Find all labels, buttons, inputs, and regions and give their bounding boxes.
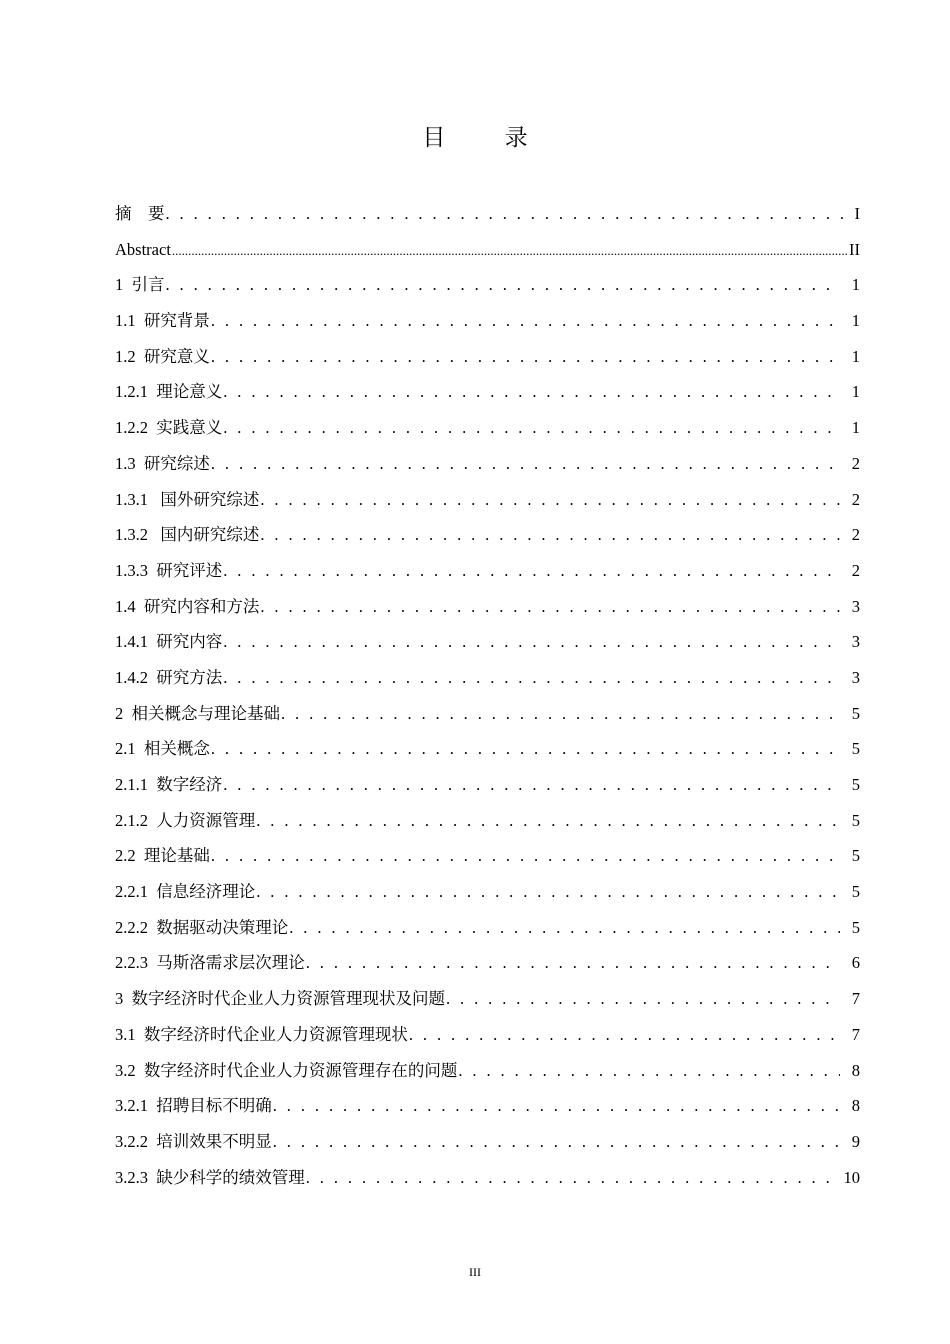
toc-entry-label: 1.3.3 研究评述 xyxy=(115,560,223,580)
toc-dot-leader xyxy=(223,767,840,803)
toc-entry-label: 3.2.3 缺少科学的绩效管理 xyxy=(115,1167,305,1187)
toc-dot-leader xyxy=(211,731,840,767)
toc-dot-leader xyxy=(211,303,840,339)
toc-dot-leader xyxy=(281,696,840,732)
toc-entry-label: 3.1 数字经济时代企业人力资源管理现状 xyxy=(115,1024,408,1044)
toc-entry[interactable] xyxy=(115,1053,860,1089)
toc-entry-label: 1.3.1 国外研究综述 xyxy=(115,489,260,509)
toc-dot-leader xyxy=(446,981,840,1017)
toc-entry-label: 1.4.1 研究内容 xyxy=(115,632,223,652)
toc-dot-leader xyxy=(166,196,849,232)
toc-entry-label: 1 引言 xyxy=(115,275,165,295)
toc-entry-page: 1 xyxy=(851,346,860,366)
toc-dot-leader xyxy=(172,232,847,269)
toc-entry[interactable] xyxy=(115,1017,860,1053)
toc-dot-leader xyxy=(260,517,840,553)
toc-entry-label: 3.2.2 培训效果不明显 xyxy=(115,1131,272,1151)
toc-entry-page: 1 xyxy=(851,418,860,438)
toc-dot-leader xyxy=(166,267,841,303)
toc-entry-page: 3 xyxy=(851,667,860,687)
toc-entry-label: 2.1.1 数字经济 xyxy=(115,775,223,794)
toc-dot-leader xyxy=(306,945,840,981)
toc-entry-label: 1.2.1 理论意义 xyxy=(115,382,223,402)
toc-entry-page: 7 xyxy=(851,1024,860,1044)
toc-entry-page: 8 xyxy=(851,1096,860,1116)
toc-entry-page: 2 xyxy=(851,489,860,509)
toc-entry-label: 1.1 研究背景 xyxy=(115,311,210,331)
toc-entry-page: 10 xyxy=(843,1167,860,1187)
toc-entry-label: 1.3 研究综述 xyxy=(115,453,210,473)
toc-entry-label: 摘 要 xyxy=(115,204,165,223)
toc-entry-page: 5 xyxy=(851,739,860,759)
toc-dot-leader xyxy=(260,589,840,625)
toc-entry-page: 3 xyxy=(851,632,860,652)
toc-entry-page: 8 xyxy=(851,1060,860,1080)
toc-entry-page: II xyxy=(849,239,860,259)
toc-entry-page: I xyxy=(854,204,860,223)
toc-dot-leader xyxy=(273,1124,840,1160)
toc-entry-page: 3 xyxy=(851,596,860,616)
toc-entry-page: 2 xyxy=(851,453,860,473)
toc-entry-label: Abstract xyxy=(115,239,171,259)
toc-entry-label: 2.1.2 人力资源管理 xyxy=(115,810,256,830)
toc-entry-label: 1.2.2 实践意义 xyxy=(115,418,223,438)
toc-entry[interactable] xyxy=(115,374,860,410)
toc-dot-leader xyxy=(223,410,840,446)
toc-entry[interactable] xyxy=(115,803,860,839)
toc-dot-leader xyxy=(409,1017,840,1053)
toc-entry[interactable] xyxy=(115,731,860,767)
toc-entry-label: 1.3.2 国内研究综述 xyxy=(115,525,260,545)
toc-entry[interactable] xyxy=(115,482,860,518)
toc-entry[interactable] xyxy=(115,1088,860,1124)
toc-entry[interactable] xyxy=(115,1160,860,1196)
toc-dot-leader xyxy=(458,1053,840,1089)
toc-dot-leader xyxy=(306,1160,834,1196)
toc-dot-leader xyxy=(223,624,840,660)
toc-entry[interactable] xyxy=(115,696,860,732)
toc-entry-page: 2 xyxy=(851,560,860,580)
toc-entry[interactable] xyxy=(115,232,860,268)
toc-dot-leader xyxy=(211,339,840,375)
toc-dot-leader xyxy=(223,374,840,410)
toc-entry-label: 1.2 研究意义 xyxy=(115,346,210,366)
toc-entry[interactable] xyxy=(115,196,860,232)
toc-entry-page: 1 xyxy=(851,311,860,331)
toc-entry-label: 3.2 数字经济时代企业人力资源管理存在的问题 xyxy=(115,1060,458,1080)
toc-entry-page: 7 xyxy=(851,989,860,1009)
toc-entry[interactable] xyxy=(115,660,860,696)
toc-entry-page: 5 xyxy=(851,917,860,937)
toc-entry-label: 2 相关概念与理论基础 xyxy=(115,703,280,723)
toc-entry-page: 1 xyxy=(851,275,860,295)
toc-entry-page: 2 xyxy=(851,525,860,545)
toc-entry[interactable] xyxy=(115,910,860,946)
page-title: 目 录 xyxy=(422,125,554,151)
toc-entry[interactable] xyxy=(115,553,860,589)
toc-dot-leader xyxy=(211,838,840,874)
toc-entry[interactable] xyxy=(115,589,860,625)
toc-entry-label: 2.2.3 马斯洛需求层次理论 xyxy=(115,953,305,973)
toc-dot-leader xyxy=(289,910,840,946)
toc-dot-leader xyxy=(223,660,840,696)
toc-entry[interactable] xyxy=(115,981,860,1017)
toc-entry-page: 9 xyxy=(851,1131,860,1151)
toc-dot-leader xyxy=(256,803,840,839)
toc-dot-leader xyxy=(211,446,840,482)
toc-dot-leader xyxy=(223,553,840,589)
toc-entry[interactable] xyxy=(115,267,860,303)
table-of-contents xyxy=(115,196,860,1195)
toc-entry-page: 5 xyxy=(851,810,860,830)
toc-entry-page: 5 xyxy=(851,775,860,794)
toc-entry-page: 5 xyxy=(851,703,860,723)
toc-entry[interactable] xyxy=(115,517,860,553)
toc-entry[interactable] xyxy=(115,874,860,910)
toc-entry-page: 1 xyxy=(851,382,860,402)
page-number: III xyxy=(469,1265,481,1279)
toc-entry[interactable] xyxy=(115,767,860,803)
toc-entry[interactable] xyxy=(115,945,860,981)
toc-dot-leader xyxy=(273,1088,840,1124)
toc-entry-page: 6 xyxy=(851,953,860,973)
toc-entry-page: 5 xyxy=(851,882,860,902)
toc-entry-label: 2.2.2 数据驱动决策理论 xyxy=(115,917,289,937)
toc-entry[interactable] xyxy=(115,303,860,339)
toc-entry[interactable] xyxy=(115,410,860,446)
toc-dot-leader xyxy=(260,482,840,518)
toc-entry-page: 5 xyxy=(851,846,860,866)
toc-entry[interactable] xyxy=(115,1124,860,1160)
toc-entry-label: 3 数字经济时代企业人力资源管理现状及问题 xyxy=(115,989,445,1009)
toc-entry-label: 2.2.1 信息经济理论 xyxy=(115,882,256,902)
toc-entry-label: 1.4.2 研究方法 xyxy=(115,667,223,687)
toc-entry-label: 2.1 相关概念 xyxy=(115,739,210,759)
toc-entry[interactable] xyxy=(115,624,860,660)
toc-entry[interactable] xyxy=(115,446,860,482)
toc-entry-label: 2.2 理论基础 xyxy=(115,846,210,866)
toc-entry-label: 3.2.1 招聘目标不明确 xyxy=(115,1096,272,1116)
toc-entry[interactable] xyxy=(115,838,860,874)
toc-dot-leader xyxy=(256,874,840,910)
toc-entry[interactable] xyxy=(115,339,860,375)
toc-entry-label: 1.4 研究内容和方法 xyxy=(115,596,260,616)
